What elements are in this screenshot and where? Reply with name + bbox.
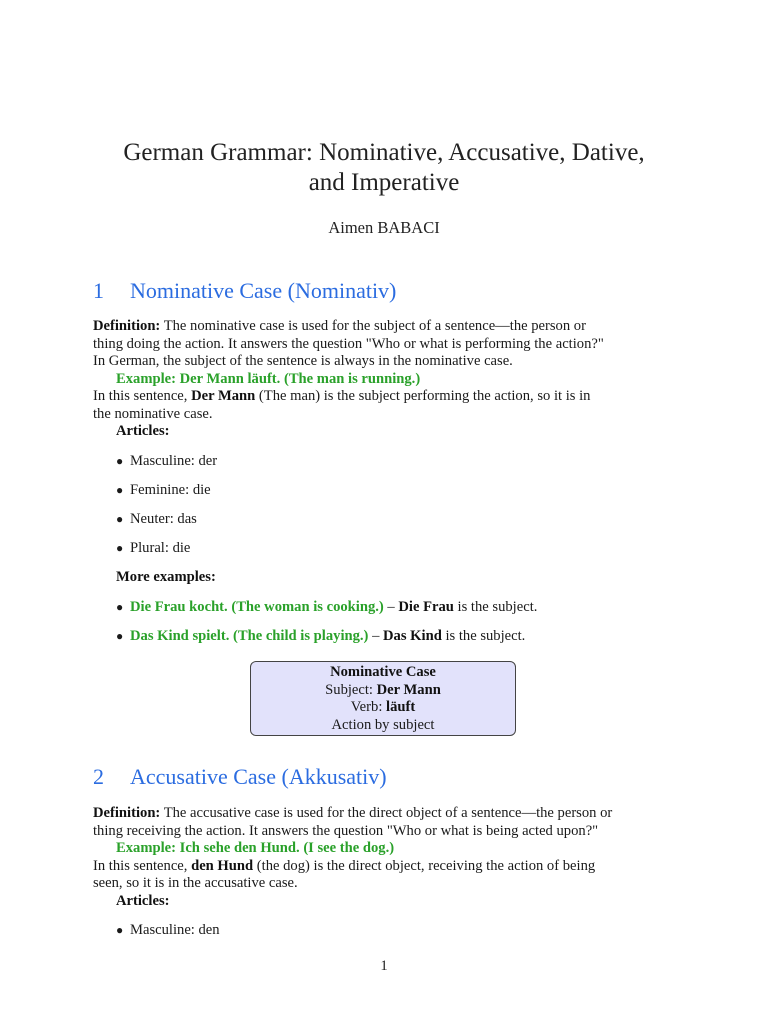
s2-definition-label: Definition: bbox=[93, 805, 161, 821]
s2-explanation-line-2: seen, so it is in the accusative case. bbox=[93, 875, 298, 891]
s1-more-example-rest: is the subject. bbox=[441, 628, 526, 644]
s1-more-example-subject: Das Kind bbox=[383, 628, 442, 644]
s2-definition-text-1: The accusative case is used for the direct object of a sentence—the person or bbox=[163, 805, 613, 821]
s2-explanation-line-1 bbox=[93, 858, 595, 876]
section-1-number: 1 bbox=[93, 278, 104, 303]
s1-more-examples-label: More examples: bbox=[116, 569, 216, 585]
page-number: 1 bbox=[380, 958, 388, 974]
section-2-number: 2 bbox=[93, 764, 104, 789]
s2-explanation-bold: den Hund bbox=[191, 857, 254, 874]
s1-definition-text-1: The nominative case is used for the subject of a sentence—the person or bbox=[163, 318, 586, 334]
section-2-title: Accusative Case (Akkusativ) bbox=[130, 764, 387, 789]
s1-more-example-dash: – bbox=[368, 628, 384, 644]
box-subject-line bbox=[251, 682, 515, 700]
s2-example: Example: Ich sehe den Hund. (I see the dog.) bbox=[116, 840, 395, 856]
box-subject-label: Subject: bbox=[325, 681, 377, 698]
s2-definition-line-1 bbox=[93, 805, 612, 823]
s1-definition-line-2: thing doing the action. It answers the question "Who or what is performing the action?" bbox=[93, 335, 604, 352]
s1-more-example-dash: – bbox=[383, 599, 399, 615]
s1-articles-label: Articles: bbox=[116, 423, 170, 439]
s1-definition-line-1 bbox=[93, 318, 586, 336]
box-verb-label: Verb: bbox=[350, 699, 387, 715]
section-1-heading bbox=[93, 278, 396, 304]
s1-definition-label: Definition: bbox=[93, 318, 161, 334]
bullet-icon: ● bbox=[116, 600, 124, 614]
box-title: Nominative Case bbox=[330, 664, 436, 680]
box-verb-value: läuft bbox=[386, 699, 416, 715]
s2-article-text: Masculine: den bbox=[130, 922, 220, 938]
s1-explanation-line-1 bbox=[93, 388, 590, 406]
box-verb-line bbox=[251, 699, 515, 717]
s1-more-example-german: Die Frau kocht. (The woman is cooking.) bbox=[130, 599, 384, 615]
s1-article-item bbox=[116, 540, 190, 558]
s1-more-example-rest: is the subject. bbox=[453, 599, 538, 615]
s1-explanation-line-2: the nominative case. bbox=[93, 405, 213, 422]
document-title bbox=[0, 138, 768, 198]
s1-article-text: Neuter: das bbox=[130, 511, 197, 527]
s1-more-example-item bbox=[116, 599, 537, 617]
box-caption: Action by subject bbox=[331, 716, 435, 733]
title-line-1: German Grammar: Nominative, Accusative, Dative, bbox=[123, 139, 645, 166]
author-name: Aimen BABACI bbox=[328, 218, 440, 237]
s1-article-item bbox=[116, 453, 217, 471]
bullet-icon: ● bbox=[116, 512, 124, 526]
s1-explanation-bold: Der Mann bbox=[191, 388, 256, 404]
box-subject-value: Der Mann bbox=[376, 681, 441, 698]
s1-explanation-post: (The man) is the subject performing the action, so it is in bbox=[255, 388, 591, 404]
s1-article-text: Plural: die bbox=[130, 540, 191, 556]
bullet-icon: ● bbox=[116, 923, 124, 937]
s1-more-example-german: Das Kind spielt. (The child is playing.) bbox=[130, 628, 369, 644]
section-2-heading bbox=[93, 764, 387, 790]
section-1-title: Nominative Case (Nominativ) bbox=[130, 278, 397, 303]
title-line-2: and Imperative bbox=[308, 169, 460, 196]
s2-explanation-post: (the dog) is the direct object, receiving the action of being bbox=[253, 857, 596, 874]
bullet-icon: ● bbox=[116, 541, 124, 555]
bullet-icon: ● bbox=[116, 629, 124, 643]
s2-article-item bbox=[116, 922, 220, 940]
s2-articles-label: Articles: bbox=[116, 892, 170, 909]
nominative-summary-box bbox=[250, 661, 516, 736]
s1-more-example-item bbox=[116, 628, 525, 646]
s1-article-item bbox=[116, 482, 211, 500]
s1-article-text: Feminine: die bbox=[130, 482, 211, 498]
s1-definition-line-3: In German, the subject of the sentence is always in the nominative case. bbox=[93, 353, 513, 369]
s1-explanation-pre: In this sentence, bbox=[93, 388, 192, 404]
bullet-icon: ● bbox=[116, 483, 124, 497]
s2-definition-line-2: thing receiving the action. It answers the question "Who or what is being acted upon?" bbox=[93, 822, 599, 839]
bullet-icon: ● bbox=[116, 454, 124, 468]
s1-example: Example: Der Mann läuft. (The man is running.) bbox=[116, 370, 421, 387]
s2-explanation-pre: In this sentence, bbox=[93, 857, 192, 874]
s1-article-item bbox=[116, 511, 197, 529]
s1-article-text: Masculine: der bbox=[130, 453, 218, 469]
s1-more-example-subject: Die Frau bbox=[398, 599, 454, 615]
